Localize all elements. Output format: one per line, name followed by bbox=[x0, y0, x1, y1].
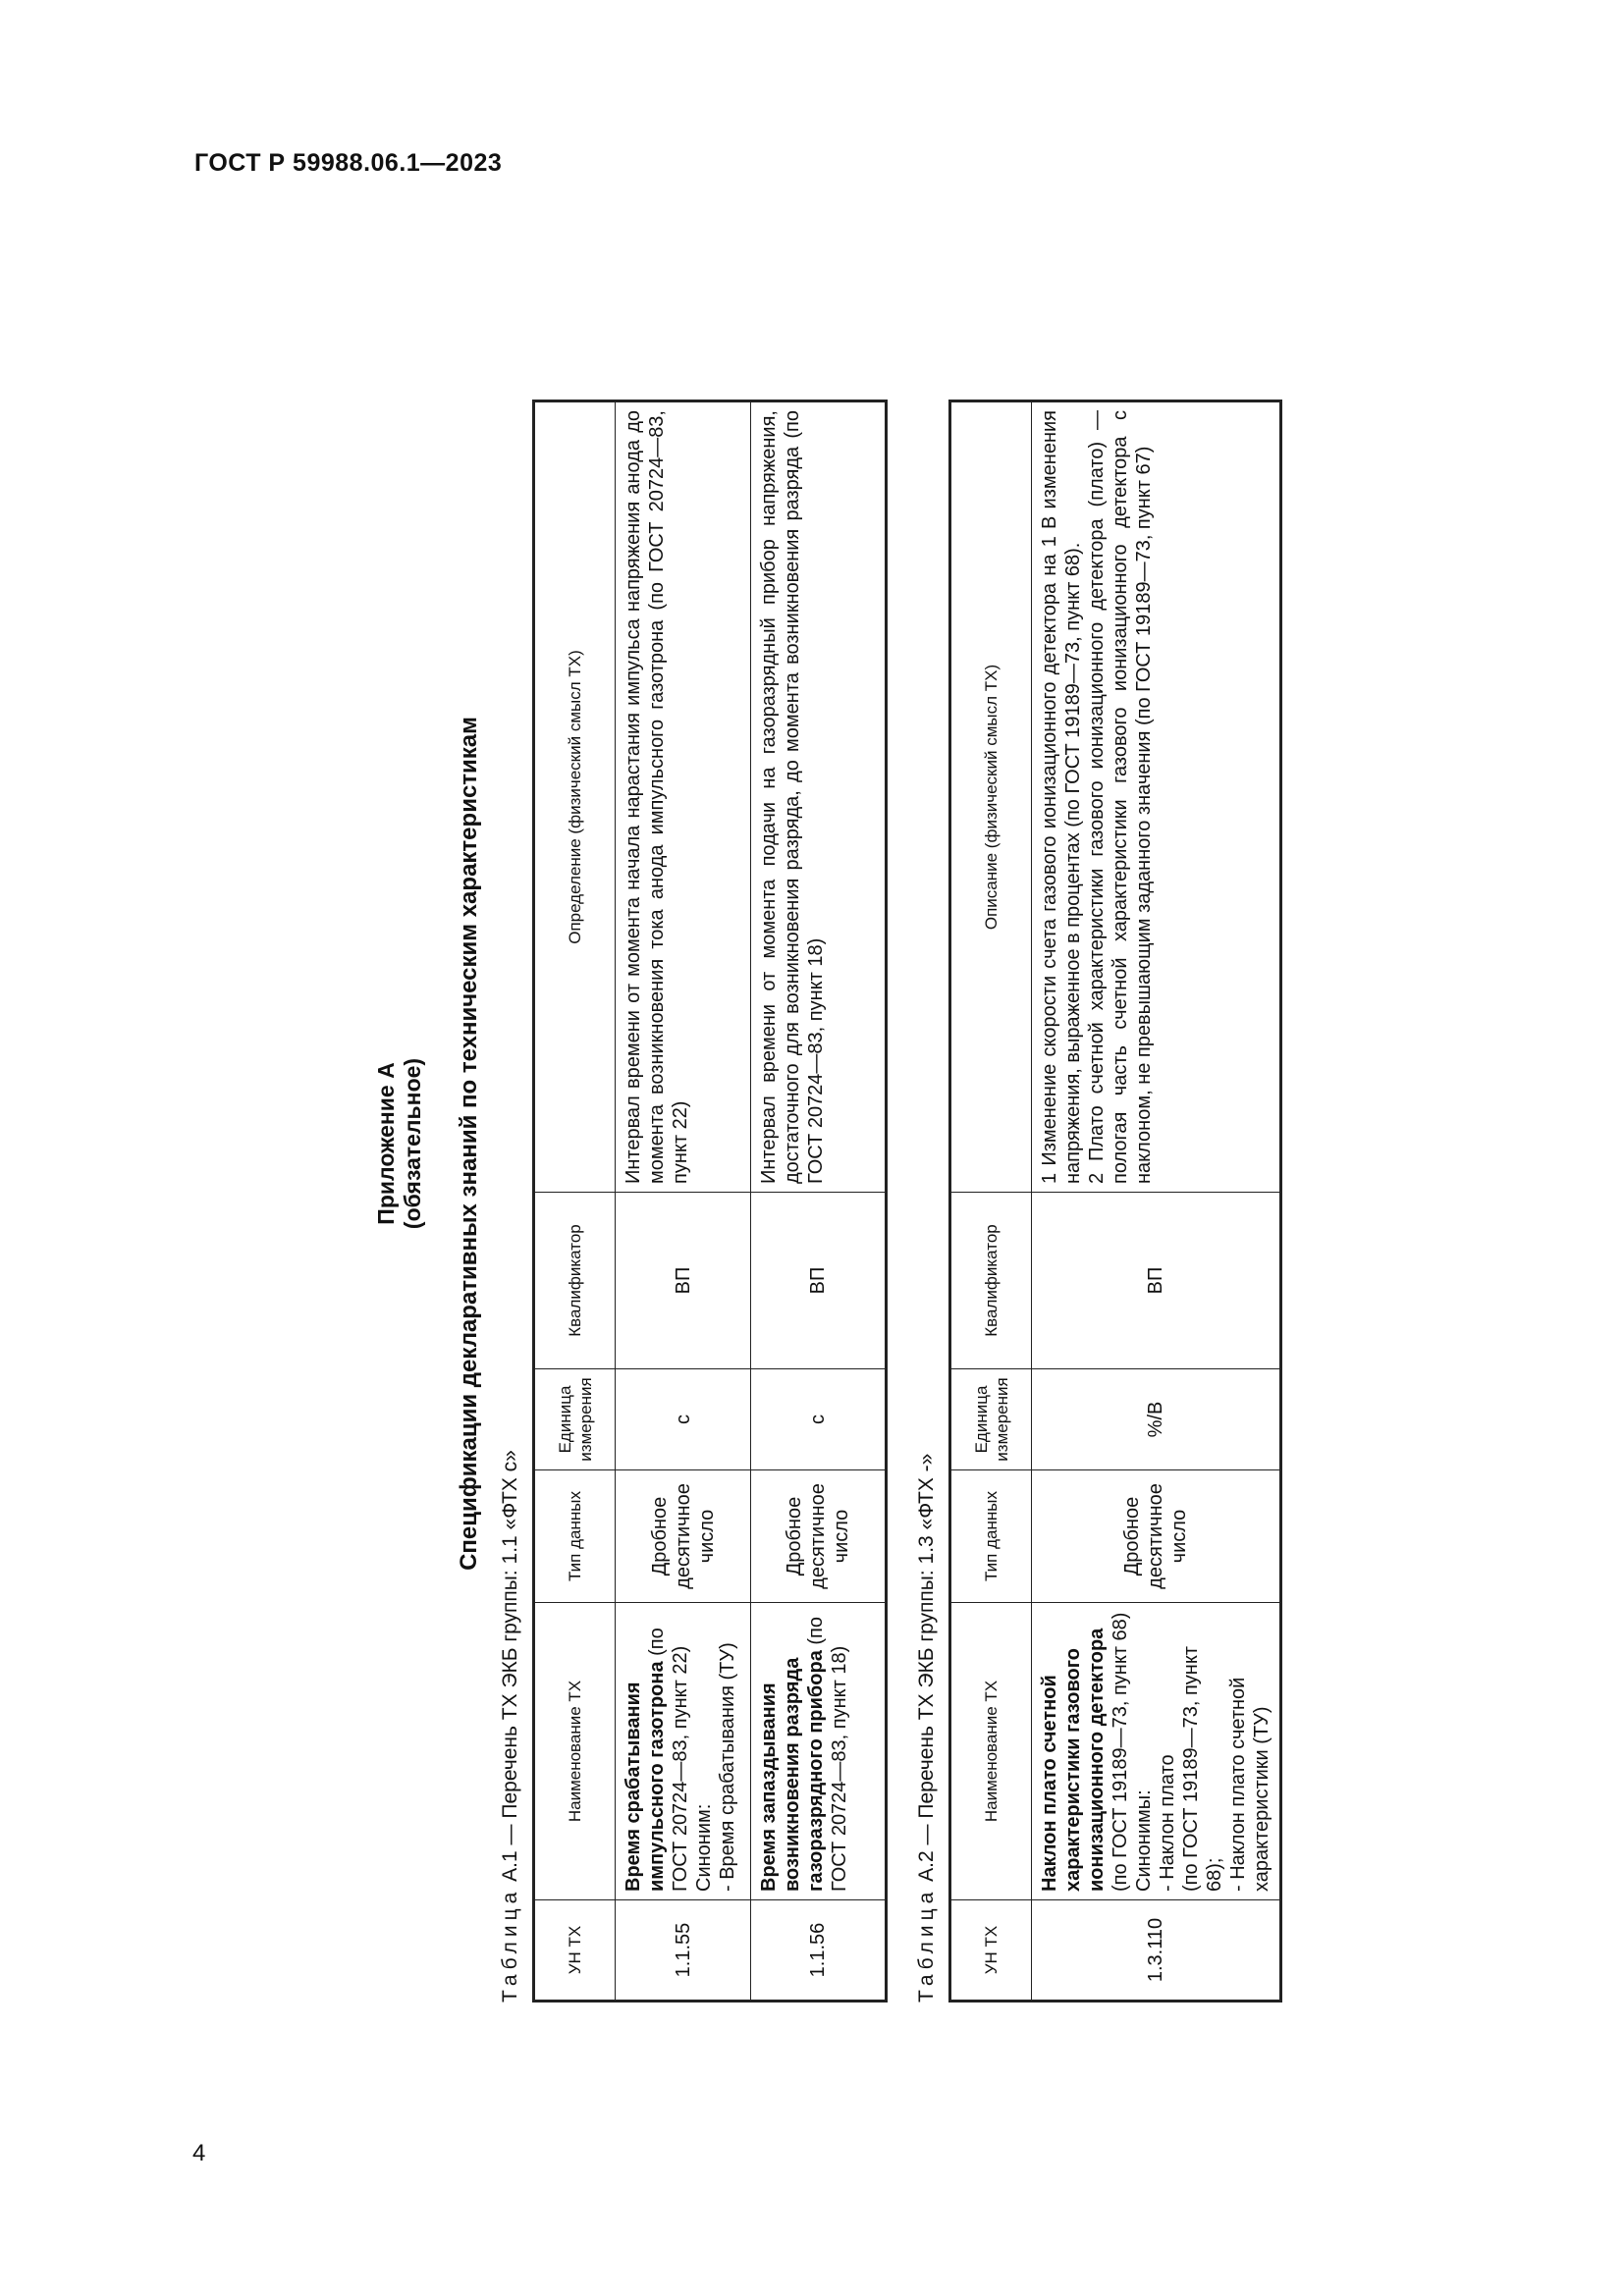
synonym-reference: (по ГОСТ 19189—73, пункт 68); bbox=[1180, 1646, 1225, 1892]
header-cell: Тип данных bbox=[534, 1470, 616, 1603]
annex-heading bbox=[373, 285, 426, 2002]
header-cell: УН ТХ bbox=[534, 1900, 616, 2002]
definition-cell: Интервал времени от момента подачи на газоразрядный прибор напряжения, достаточного для возникновения разряда, до момента возникновения разряда (по ГОСТ 20724—83, пункт 18) bbox=[751, 401, 887, 1193]
synonym-item: - Время срабатывания (ТУ) bbox=[717, 1642, 738, 1892]
characteristic-name: Время срабатывания импульсного газотрона bbox=[623, 1661, 668, 1892]
table1-caption-text: А.1 — Перечень ТХ ЭКБ группы: 1.1 «ФТХ с» bbox=[499, 1450, 521, 1888]
page-number: 4 bbox=[192, 2140, 206, 2166]
table-a1 bbox=[532, 400, 888, 2002]
description-item: 1 Изменение скорости счета газового ионизационного детектора на 1 В изменения напряжения, выраженное в процентах (по ГОСТ 19189—73, пункт 68). bbox=[1039, 410, 1084, 1184]
unit-cell: %/В bbox=[1032, 1369, 1281, 1470]
annex-status: (обязательное) bbox=[400, 1057, 425, 1230]
qualifier-cell: ВП bbox=[1032, 1193, 1281, 1369]
row-name-cell bbox=[616, 1603, 751, 1900]
rotated-page-content bbox=[373, 137, 1355, 2002]
row-name-cell bbox=[1032, 1603, 1281, 1900]
description-cell bbox=[1032, 401, 1281, 1193]
header-cell: Наименование ТХ bbox=[534, 1603, 616, 1900]
synonyms-label: Синонимы: bbox=[1133, 1789, 1155, 1892]
definition-cell: Интервал времени от момента начала нарастания импульса напряжения анода до момента возникновения тока анода импульсного газотрона (по ГОСТ 20724—83, пункт 22) bbox=[616, 401, 751, 1193]
header-cell: Наименование ТХ bbox=[950, 1603, 1032, 1900]
header-cell: Единица измерения bbox=[950, 1369, 1032, 1470]
table-a2 bbox=[948, 400, 1282, 2002]
characteristic-name: Время запаздывания возникновения разряда газоразрядного прибора bbox=[758, 1650, 827, 1892]
data-type-cell: Дробное десятичное число bbox=[1032, 1470, 1281, 1603]
qualifier-cell: ВП bbox=[751, 1193, 887, 1369]
row-id-cell: 1.1.56 bbox=[751, 1900, 887, 2002]
qualifier-cell: ВП bbox=[616, 1193, 751, 1369]
annex-title: Приложение А bbox=[373, 1062, 399, 1225]
characteristic-reference: (по ГОСТ 19189—73, пункт 68) bbox=[1110, 1612, 1131, 1892]
table-header-row bbox=[534, 401, 616, 2002]
table1-caption-prefix: Таблица bbox=[499, 1887, 521, 2002]
characteristic-reference: (по ГОСТ 20724—83, пункт 22) bbox=[646, 1628, 691, 1892]
synonym-item: - Наклон плато bbox=[1157, 1754, 1178, 1892]
characteristic-name: Наклон плато счетной характеристики газового ионизационного детектора bbox=[1039, 1628, 1108, 1892]
unit-cell: с bbox=[751, 1369, 887, 1470]
table-row bbox=[616, 401, 751, 2002]
data-type-cell: Дробное десятичное число bbox=[616, 1470, 751, 1603]
header-cell: Тип данных bbox=[950, 1470, 1032, 1603]
data-type-cell: Дробное десятичное число bbox=[751, 1470, 887, 1603]
synonyms-label: Синоним: bbox=[693, 1803, 715, 1892]
header-cell: Квалификатор bbox=[534, 1193, 616, 1369]
table2-caption bbox=[915, 1454, 939, 2002]
header-cell: Единица измерения bbox=[534, 1369, 616, 1470]
row-id-cell: 1.1.55 bbox=[616, 1900, 751, 2002]
description-item: 2 Плато счетной характеристики газового ионизационного детектора (плато) — пологая часть счетной характеристики газового ионизационного детектора с наклоном, не превышающим заданного значения (по ГОСТ 19189—73, пункт 67) bbox=[1086, 410, 1155, 1184]
synonym-item: - Наклон плато счетной характеристики (ТУ) bbox=[1227, 1677, 1272, 1892]
document-code: ГОСТ Р 59988.06.1—2023 bbox=[194, 149, 503, 177]
table1-caption bbox=[499, 1450, 522, 2002]
table-row bbox=[1032, 401, 1281, 2002]
characteristic-reference: (по ГОСТ 20724—83, пункт 18) bbox=[805, 1616, 850, 1892]
section-title: Спецификации декларативных знаний по техническим характеристикам bbox=[456, 717, 482, 1571]
table-header-row bbox=[950, 401, 1032, 2002]
header-cell: Квалификатор bbox=[950, 1193, 1032, 1369]
unit-cell: с bbox=[616, 1369, 751, 1470]
row-id-cell: 1.3.110 bbox=[1032, 1900, 1281, 2002]
header-cell: Определение (физический смысл ТХ) bbox=[534, 401, 616, 1193]
header-cell: Описание (физический смысл ТХ) bbox=[950, 401, 1032, 1193]
table2-caption-text: А.2 — Перечень ТХ ЭКБ группы: 1.3 «ФТХ -» bbox=[915, 1453, 938, 1888]
row-name-cell bbox=[751, 1603, 887, 1900]
header-cell: УН ТХ bbox=[950, 1900, 1032, 2002]
table-row bbox=[751, 401, 887, 2002]
table2-caption-prefix: Таблица bbox=[915, 1887, 938, 2002]
